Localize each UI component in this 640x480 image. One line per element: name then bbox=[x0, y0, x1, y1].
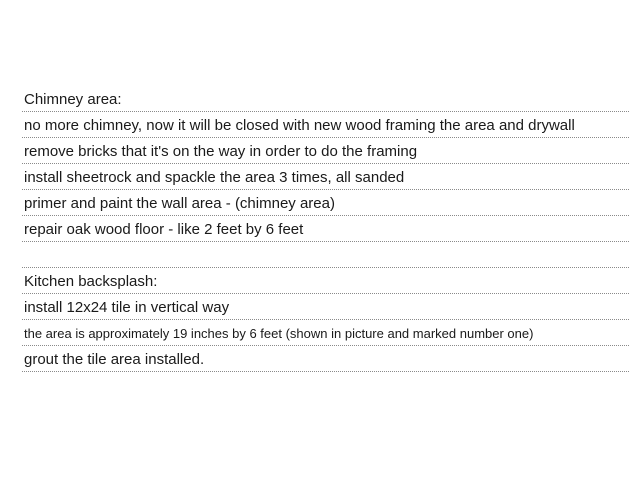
list-item: no more chimney, now it will be closed with new wood framing the area and drywall bbox=[22, 112, 629, 138]
list-item: the area is approximately 19 inches by 6 feet (shown in picture and marked number one) bbox=[22, 320, 629, 346]
section-heading-kitchen: Kitchen backsplash: bbox=[22, 268, 629, 294]
list-item: install 12x24 tile in vertical way bbox=[22, 294, 629, 320]
work-list-sheet bbox=[22, 89, 629, 372]
list-item: grout the tile area installed. bbox=[22, 346, 629, 372]
blank-row bbox=[22, 242, 629, 268]
list-item: install sheetrock and spackle the area 3 times, all sanded bbox=[22, 164, 629, 190]
list-item: primer and paint the wall area - (chimney area) bbox=[22, 190, 629, 216]
list-item: remove bricks that it's on the way in order to do the framing bbox=[22, 138, 629, 164]
section-heading-chimney: Chimney area: bbox=[22, 89, 629, 112]
list-item: repair oak wood floor - like 2 feet by 6 feet bbox=[22, 216, 629, 242]
